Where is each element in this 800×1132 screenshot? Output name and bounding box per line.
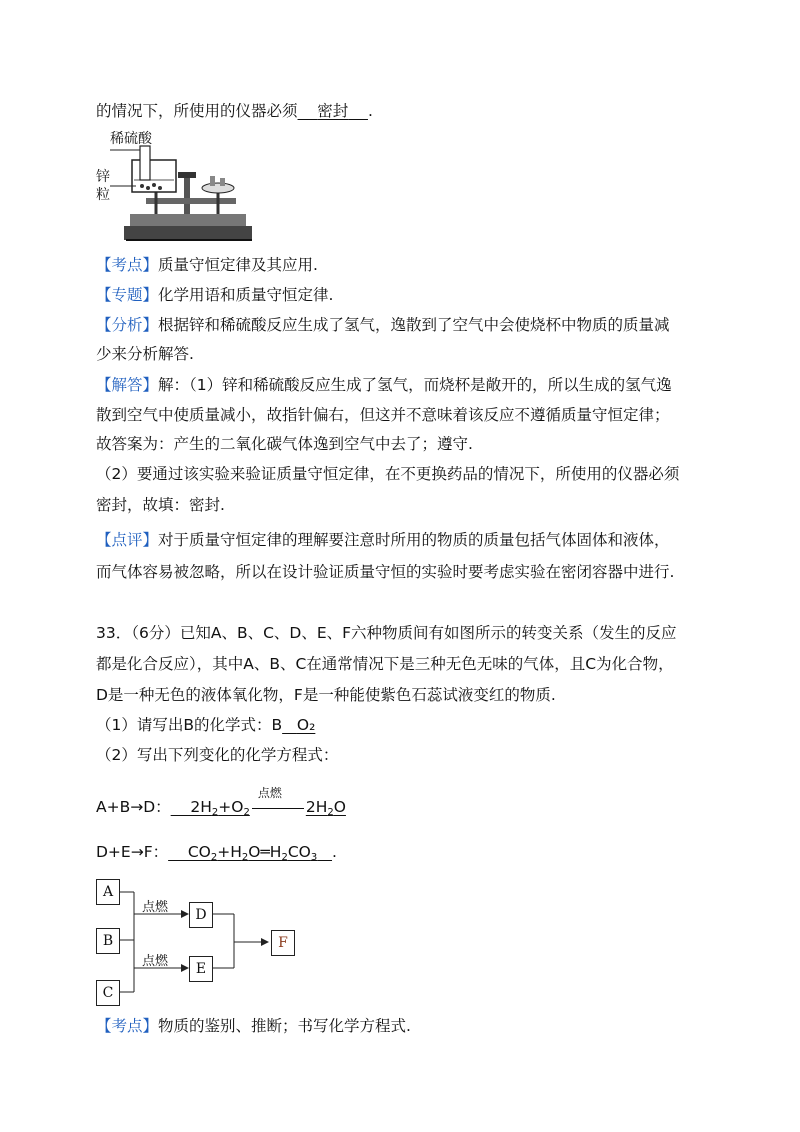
jieda-tag: 【解答】 [96,376,159,394]
q32-jieda-line-3: 故答案为：产生的二氧化碳气体逸到空气中去了；遵守. [96,435,473,453]
dianping-tag: 【点评】 [96,531,159,549]
node-f: F [271,930,295,956]
q32-dianping-line-1: 【点评】对于质量守恒定律的理解要注意时所用的物质的质量包括气体固体和液体， [96,531,670,549]
q33-sub1-line: （1）请写出B的化学式：B O₂ [96,716,316,734]
node-a: A [96,879,120,905]
q33-stem-line-2: 都是化合反应），其中A、B、C在通常情况下是三种无色无味的气体，且C为化合物， [96,655,674,673]
condition-label-1: 点燃 [142,900,169,915]
q32-jieda-line-1: 【解答】解：（1）锌和稀硫酸反应生成了氢气，而烧杯是敞开的，所以生成的氢气逸 [96,376,672,394]
condition-label-2: 点燃 [142,954,169,969]
q32-fenxi-line-1: 【分析】根据锌和稀硫酸反应生成了氢气，逸散到了空气中会使烧杯中物质的质量减 [96,316,670,334]
node-e: E [189,956,213,982]
equation-1-answer: $2H_2+O_2$ 点燃 $2H_2O$ [171,798,346,816]
q32-zhuanti-line: 【专题】化学用语和质量守恒定律. [96,286,334,304]
answer-line-1: 的情况下，所使用的仪器必须 密封 . [96,102,373,120]
line1-text: 的情况下，所使用的仪器必须 [96,102,298,120]
equation-1-line [96,786,346,818]
zinc-label-1: 锌 [96,169,110,185]
transformation-diagram [96,876,316,1006]
equation-1-condition: 点燃 [257,786,282,800]
node-d: D [189,902,213,928]
q33-sub2-line: （2）写出下列变化的化学方程式： [96,746,339,764]
equation-2-label: D+E→F： [96,843,169,861]
q32-jieda-line-5: 密封，故填：密封. [96,496,225,514]
node-b: B [96,928,120,954]
kaodian-tag: 【考点】 [96,256,159,274]
q32-jieda-line-4: （2）要通过该实验来验证质量守恒定律，在不更换药品的情况下，所使用的仪器必须 [96,465,680,483]
q32-jieda-line-2: 散到空气中使质量减小，故指针偏右，但这并不意味着该反应不遵循质量守恒定律； [96,406,670,424]
q33-kaodian-line: 【考点】物质的鉴别、推断；书写化学方程式. [96,1017,411,1035]
fenxi-tag: 【分析】 [96,316,159,334]
equation-2-answer: $CO_2+H_2O═H_2CO_3$ [168,843,318,863]
balance-apparatus-figure [96,128,256,246]
line1-answer-blank: 密封 [317,102,349,120]
q33-stem-line-3: D是一种无色的液体氧化物，F是一种能使紫色石蕊试液变红的物质. [96,686,556,704]
zinc-label-2: 粒 [96,187,110,203]
q33-stem-line-1: 33．（6分）已知A、B、C、D、E、F六种物质间有如图所示的转变关系（发生的反应 [96,624,677,642]
kaodian-tag-q33: 【考点】 [96,1017,159,1035]
b-formula-blank: O₂ [296,716,316,734]
q32-fenxi-line-2: 少来分析解答. [96,345,194,363]
equation-2-line: D+E→F： $CO_2+H_2O═H_2CO_3$ . [96,843,337,863]
q32-kaodian-line: 【考点】质量守恒定律及其应用. [96,256,318,274]
equation-1-label: A+B→D： [96,798,171,816]
q32-dianping-line-2: 而气体容易被忽略，所以在设计验证质量守恒的实验时要考虑实验在密闭容器中进行. [96,563,675,581]
acid-label: 稀硫酸 [110,131,152,147]
zhuanti-tag: 【专题】 [96,286,159,304]
node-c: C [96,980,120,1006]
